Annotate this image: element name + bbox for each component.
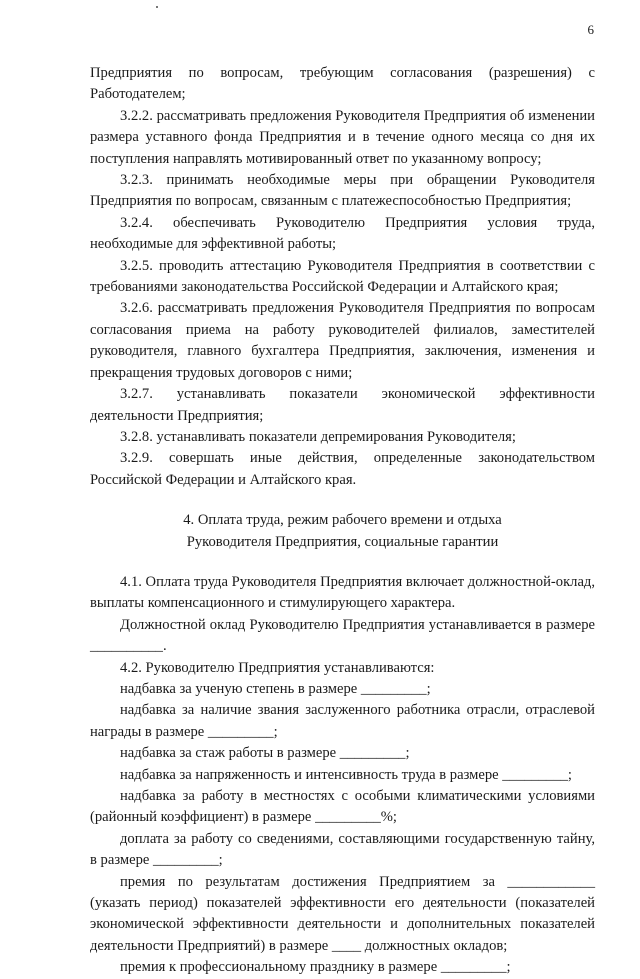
paragraph-continuation: Предприятия по вопросам, требующим согласования (разрешения) с Работодателем; xyxy=(90,65,595,103)
spacer xyxy=(90,491,595,510)
list-item-holiday-bonus: премия к профессиональному празднику в размере _________; xyxy=(120,959,511,976)
paragraph-3-2-2: 3.2.2. рассматривать предложения Руководителя Предприятия об изменении размера уставного фонда Предприятия и в течение одного месяца со дня их поступления направлять мотивированный ответ по указанному вопросу; xyxy=(90,107,595,167)
spacer xyxy=(90,553,595,572)
list-item-intensity: надбавка за напряженность и интенсивность труда в размере _________; xyxy=(120,766,572,783)
document-body xyxy=(90,63,595,979)
paragraph-3-2-5: 3.2.5. проводить аттестацию Руководителя Предприятия в соответствии с требованиями законодательства Российской Федерации и Алтайского края; xyxy=(90,257,595,296)
paragraph-base-salary: Должностной оклад Руководителю Предприятия устанавливается в размере __________. xyxy=(90,616,595,655)
paragraph-3-2-7: 3.2.7. устанавливать показатели экономической эффективности деятельности Предприятия; xyxy=(90,386,595,424)
paragraph-3-2-8: 3.2.8. устанавливать показатели депремирования Руководителя; xyxy=(120,428,516,445)
section-heading-line-2: Руководителя Предприятия, социальные гарантии xyxy=(186,533,499,550)
list-item-honorary-title: надбавка за наличие звания заслуженного работника отрасли, отраслевой награды в размере _________; xyxy=(90,702,595,740)
scan-speck xyxy=(156,6,158,8)
paragraph-3-2-6: 3.2.6. рассматривать предложения Руководителя Предприятия по вопросам согласования приема на работу руководителей филиалов, заместителей руководителя, главного бухгалтера Предприятия, заключения, изменения и прекращения трудовых договоров с ними; xyxy=(90,300,595,381)
list-item-academic-degree: надбавка за ученую степень в размере _________; xyxy=(120,680,431,697)
section-heading xyxy=(90,510,595,553)
paragraph-3-2-3: 3.2.3. принимать необходимые меры при обращении Руководителя Предприятия по вопросам, связанным с платежеспособностью Предприятия; xyxy=(90,172,595,210)
paragraph-4-1: 4.1. Оплата труда Руководителя Предприятия включает должностной-оклад, выплаты компенсационного и стимулирующего характера. xyxy=(90,573,595,612)
list-item-performance-bonus: премия по результатам достижения Предприятием за ____________ (указать период) показателей эффективности его деятельности (показателей экономической эффективности деятельности и дополнительных показателей деятельности Предприятий) в размере ____ должностных окладов; xyxy=(90,873,595,954)
page-number: 6 xyxy=(587,22,594,37)
list-item-seniority: надбавка за стаж работы в размере _________; xyxy=(120,745,410,762)
paragraph-4-2: 4.2. Руководителю Предприятия устанавливаются: xyxy=(120,659,435,676)
section-heading-line-1: 4. Оплата труда, режим рабочего времени и отдыха xyxy=(183,512,502,529)
list-item-regional-coefficient: надбавка за работу в местностях с особыми климатическими условиями (районный коэффициент) в размере _________%; xyxy=(90,788,595,826)
paragraph-3-2-4: 3.2.4. обеспечивать Руководителю Предприятия условия труда, необходимые для эффективной работы; xyxy=(90,214,595,253)
list-item-state-secret: доплата за работу со сведениями, составляющими государственную тайну, в размере _________; xyxy=(90,830,595,869)
paragraph-3-2-9: 3.2.9. совершать иные действия, определенные законодательством Российской Федерации и Алтайского края. xyxy=(90,450,595,488)
